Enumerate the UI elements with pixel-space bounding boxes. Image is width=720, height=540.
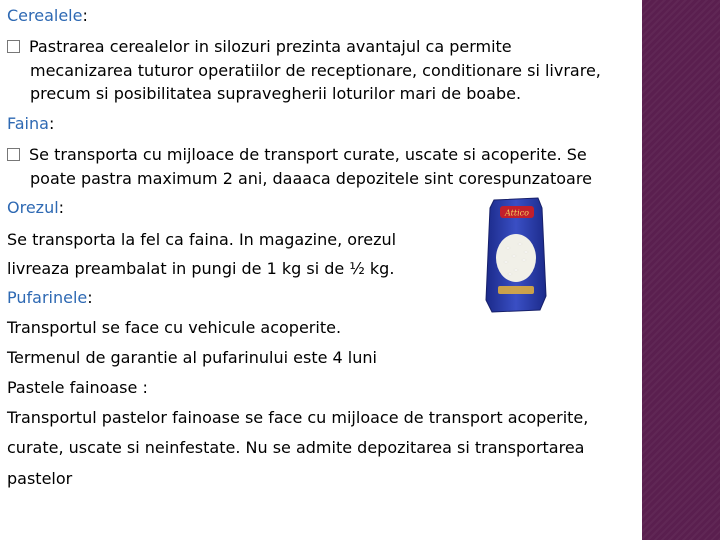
text-line: livreaza preambalat in pungi de 1 kg si de ½ kg. bbox=[7, 259, 395, 278]
section-heading-orezul: Orezul: bbox=[7, 198, 65, 217]
text-line: Termenul de garantie al pufarinului este 4 luni bbox=[7, 348, 377, 367]
package-brand-label: Attico bbox=[505, 208, 529, 218]
section-heading-pufarinele: Pufarinele: bbox=[7, 288, 93, 307]
bullet-item: Se transporta cu mijloace de transport curate, uscate si acoperite. Se bbox=[7, 145, 587, 165]
text-line: Se transporta la fel ca faina. In magazine, orezul bbox=[7, 230, 397, 249]
bullet-continuation: mecanizarea tuturor operatiilor de receptionare, conditionare si livrare, bbox=[30, 61, 601, 80]
rice-package-image bbox=[480, 196, 552, 314]
section-heading-faina: Faina: bbox=[7, 114, 55, 133]
checkbox-bullet-icon bbox=[7, 148, 20, 161]
checkbox-bullet-icon bbox=[7, 40, 20, 53]
text-line: curate, uscate si neinfestate. Nu se admite depozitarea si transportarea bbox=[7, 438, 585, 457]
text-line: pastelor bbox=[7, 469, 73, 488]
bullet-continuation: precum si posibilitatea supravegherii loturilor mari de boabe. bbox=[30, 84, 522, 103]
text-line: Transportul pastelor fainoase se face cu mijloace de transport acoperite, bbox=[7, 408, 589, 427]
section-heading-cerealele: Cerealele: bbox=[7, 6, 88, 25]
bullet-item: Pastrarea cerealelor in silozuri prezinta avantajul ca permite bbox=[7, 37, 512, 57]
text-line: Pastele fainoase : bbox=[7, 378, 148, 397]
bullet-continuation: poate pastra maximum 2 ani, daaaca depozitele sint corespunzatoare bbox=[30, 169, 592, 188]
text-line: Transportul se face cu vehicule acoperite. bbox=[7, 318, 342, 337]
